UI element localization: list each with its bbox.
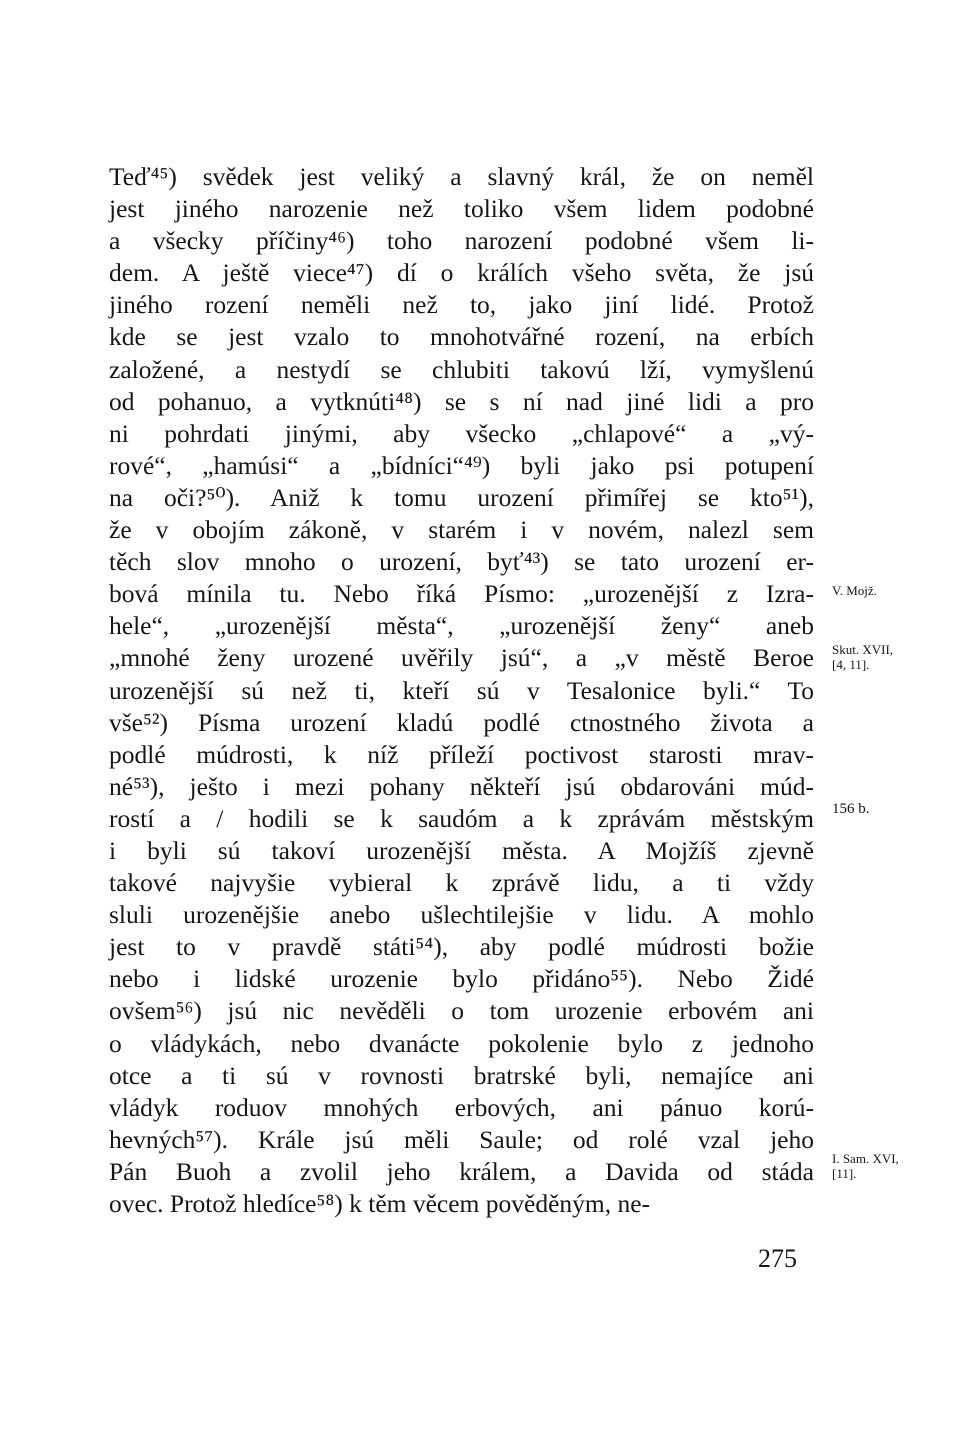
text-line: jiného rození neměli než to, jako jiní lidé. Protož bbox=[109, 290, 814, 320]
text-line: podlé múdrosti, k níž příleží poctivost starosti mrav- bbox=[109, 739, 814, 769]
text-line: založené, a nestydí se chlubiti takovú lží, vymyšlenú bbox=[109, 354, 814, 384]
text-line: nebo i lidské urozenie bylo přidáno⁵⁵). Nebo Židé bbox=[109, 964, 814, 994]
text-line: otce a ti sú v rovnosti bratrské byli, nemajíce ani bbox=[109, 1060, 814, 1090]
text-line: Pán Buoh a zvolil jeho králem, a Davida od stáda bbox=[109, 1156, 814, 1186]
text-line: bová mínila tu. Nebo říká Písmo: „urozenější z Izra- bbox=[109, 579, 814, 609]
text-line: né⁵³), ješto i mezi pohany někteří jsú obdarováni múd- bbox=[109, 771, 814, 801]
text-line: Teď⁴⁵) svědek jest veliký a slavný král, že on neměl bbox=[109, 162, 814, 191]
margin-note-skut: Skut. XVII, [4, 11]. bbox=[832, 642, 894, 672]
text-line: „mnohé ženy urozené uvěřily jsú“, a „v městě Beroe bbox=[109, 643, 814, 673]
text-line: hevných⁵⁷). Krále jsú měli Saule; od rolé vzal jeho bbox=[109, 1124, 814, 1154]
text-line: kde se jest vzalo to mnohotvářné rození, na erbích bbox=[109, 322, 814, 352]
text-line: ovšem⁵⁶) jsú nic nevěděli o tom urozenie erbovém ani bbox=[109, 996, 814, 1026]
text-line: jest jiného narozenie než toliko všem lidem podobné bbox=[109, 194, 814, 224]
text-line: i byli sú takoví urozenější města. A Mojžíš zjevně bbox=[109, 835, 814, 865]
text-line: jest to v pravdě státi⁵⁴), aby podlé múdrosti božie bbox=[109, 932, 814, 962]
text-line: ni pohrdati jinými, aby všecko „chlapové“ a „vý- bbox=[109, 418, 814, 448]
text-line: vše⁵²) Písma urození kladú podlé ctnostného života a bbox=[109, 707, 814, 737]
text-line: takové najvyšie vybieral k zprávě lidu, a ti vždy bbox=[109, 868, 814, 898]
text-line: ovec. Protož hledíce⁵⁸) k těm věcem pověděným, ne- bbox=[109, 1189, 651, 1218]
page-number: 275 bbox=[758, 1244, 797, 1273]
text-line: sluli urozenějšie anebo ušlechtilejšie v lidu. A mohlo bbox=[109, 900, 814, 930]
text-line: od pohanuo, a vytknúti⁴⁸) se s ní nad jiné lidi a pro bbox=[109, 386, 814, 416]
text-line: dem. A ještě viece⁴⁷) dí o králích všeho světa, že jsú bbox=[109, 258, 814, 288]
margin-note-v-mojz: V. Mojž. bbox=[832, 583, 877, 598]
text-line: rostí a / hodili se k saudóm a k zprávám městským bbox=[109, 803, 814, 833]
text-line: rové“, „hamúsi“ a „bídníci“⁴⁹) byli jako psi potupení bbox=[109, 450, 814, 480]
text-line: hele“, „urozenější města“, „urozenější ženy“ aneb bbox=[109, 611, 814, 641]
margin-note-folio: 156 b. bbox=[832, 801, 870, 817]
margin-note-sam: I. Sam. XVI, [11]. bbox=[832, 1151, 899, 1181]
text-line: urozenější sú než ti, kteří sú v Tesalonice byli.“ To bbox=[109, 675, 814, 705]
text-line: a všecky příčiny⁴⁶) toho narození podobné všem li- bbox=[109, 226, 814, 256]
body-text bbox=[109, 161, 814, 1220]
text-line: těch slov mnoho o urození, byť⁴³) se tato urození er- bbox=[109, 547, 814, 577]
text-line: že v obojím zákoně, v starém i v novém, nalezl sem bbox=[109, 515, 814, 545]
text-line: o vládykách, nebo dvanácte pokolenie bylo z jednoho bbox=[109, 1028, 814, 1058]
text-line: vládyk roduov mnohých erbových, ani pánuo korú- bbox=[109, 1092, 814, 1122]
text-line: na oči?⁵⁰). Aniž k tomu urození přimířej se kto⁵¹), bbox=[109, 482, 814, 512]
